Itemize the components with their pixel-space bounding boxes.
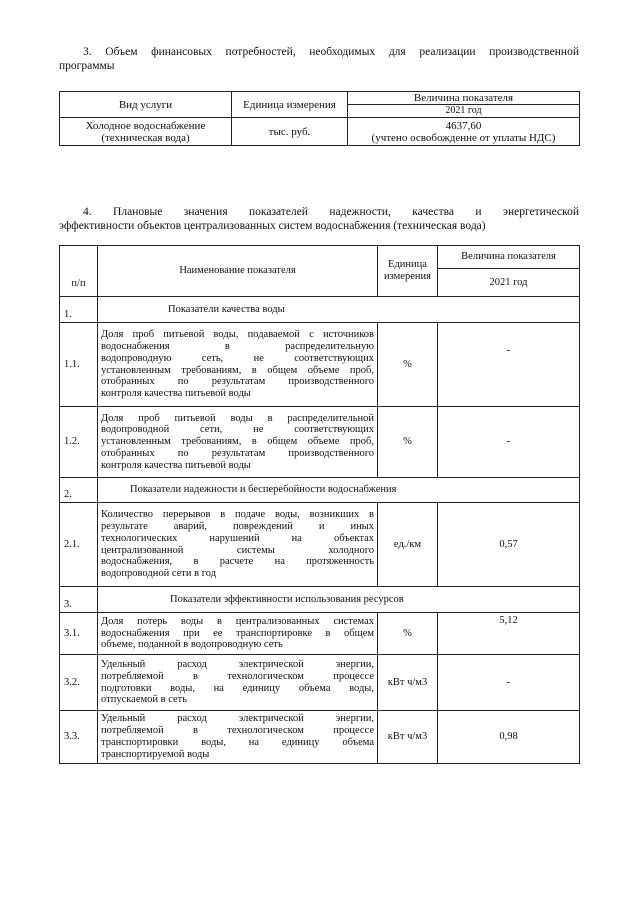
row-description [98, 655, 378, 711]
table-section-row [60, 297, 580, 323]
desc-line: водоснабжения при ее транспортировке в общем [101, 627, 374, 639]
row-unit: ед./км [378, 503, 438, 587]
desc-line: Доля проб питьевой воды в распределительной [101, 412, 374, 424]
row-unit: кВт ч/м3 [378, 711, 438, 764]
table-row [60, 503, 580, 587]
section-3-heading-line2: программы [59, 60, 115, 72]
row-number: 1.2. [60, 407, 98, 478]
t2-header-name: Наименование показателя [98, 246, 378, 297]
row-description [98, 407, 378, 478]
t1-service-line1: Холодное водоснабжение [85, 119, 206, 132]
t2-header-unit-line2: измерения [384, 271, 431, 282]
desc-line: технологических нарушений на объектах [101, 532, 374, 544]
table-section-row [60, 587, 580, 613]
section-3-heading [59, 45, 579, 73]
desc-line: Доля проб питьевой воды, подаваемой с источников [101, 329, 374, 341]
section-4-heading [59, 205, 579, 233]
desc-line: потребляемой в технологическом процессе [101, 670, 374, 682]
t2-header-unit [378, 246, 438, 297]
desc-line: водоснабжения, в расчете на протяженность [101, 556, 374, 568]
desc-line: отобранных по результатам производственного [101, 376, 374, 388]
row-description [98, 503, 378, 587]
desc-line: контроля качества питьевой воды [101, 388, 251, 400]
section-number: 3. [60, 587, 98, 613]
section-title: Показатели эффективности использования ресурсов [98, 587, 580, 613]
reliability-indicators-table [59, 245, 580, 764]
row-description [98, 613, 378, 655]
row-value: - [438, 407, 580, 478]
section-number: 1. [60, 297, 98, 323]
desc-line: Удельный расход электрической энергии, [101, 658, 374, 670]
row-unit: % [378, 613, 438, 655]
desc-line: контроля качества питьевой воды [101, 459, 251, 471]
desc-line: водопроводной сети в год [101, 568, 217, 580]
table-row [60, 407, 580, 478]
row-unit: кВт ч/м3 [378, 655, 438, 711]
t1-header-year: 2021 год [348, 105, 580, 118]
desc-line: водопроводную сеть, не соответствующих [101, 352, 374, 364]
table-row [60, 711, 580, 764]
desc-line: транспортировки воды, на единицу объема [101, 737, 374, 748]
section-3-heading-line1: 3. Объем финансовых потребностей, необходимых для реализации производственной [83, 46, 579, 58]
t1-unit-cell: тыс. руб. [232, 118, 348, 146]
t1-service-line2: (техническая вода) [101, 131, 190, 144]
desc-line: Удельный расход электрической энергии, [101, 713, 374, 725]
row-number: 2.1. [60, 503, 98, 587]
t1-value-cell [348, 118, 580, 146]
t1-header-value: Величина показателя [348, 92, 580, 105]
t2-header-unit-line1: Единица [388, 259, 427, 271]
desc-line: объеме, поданной в водопроводную сеть [101, 639, 283, 651]
section-title: Показатели качества воды [98, 297, 580, 323]
desc-line: результате аварий, повреждений и иных [101, 520, 374, 532]
row-unit: % [378, 407, 438, 478]
desc-line: подготовки воды, на единицу объема воды, [101, 682, 374, 694]
row-value: - [438, 655, 580, 711]
section-number: 2. [60, 478, 98, 503]
desc-line: Доля потерь воды в централизованных системах [101, 615, 374, 627]
desc-line: водопроводной сети, не соответствующих [101, 424, 374, 436]
section-title: Показатели надежности и бесперебойности водоснабжения [98, 478, 580, 503]
row-value: 0,57 [438, 503, 580, 587]
t1-service-cell [60, 118, 232, 146]
section-4-heading-line1: 4. Плановые значения показателей надежности, качества и энергетической [83, 206, 579, 218]
table-row [60, 655, 580, 711]
table-row [60, 613, 580, 655]
desc-line: водоснабжения в распределительную [101, 340, 374, 352]
row-value: - [438, 323, 580, 407]
table-row [60, 323, 580, 407]
t2-header-year: 2021 год [438, 269, 580, 297]
desc-line: централизованной системы холодного [101, 544, 374, 556]
row-number: 3.3. [60, 711, 98, 764]
desc-line: Количество перерывов в подаче воды, возникших в [101, 509, 374, 521]
desc-line: отобранных по результатам производственного [101, 447, 374, 459]
desc-line: установленным требованиям, в общем объеме проб, [101, 436, 374, 448]
t1-value-note: (учтено освобожденне от уплаты НДС) [371, 131, 556, 144]
row-description [98, 323, 378, 407]
t1-value: 4637,60 [445, 119, 482, 132]
t1-header-service: Вид услуги [60, 92, 232, 118]
desc-line: потребляемой в технологическом процессе [101, 725, 374, 737]
t1-header-unit: Единица измерения [232, 92, 348, 118]
row-number: 1.1. [60, 323, 98, 407]
t2-header-value: Величина показателя [438, 246, 580, 269]
row-value: 5,12 [438, 613, 580, 655]
t2-header-num: п/п [60, 246, 98, 297]
desc-line: отпускаемой в сеть [101, 694, 188, 706]
row-number: 3.2. [60, 655, 98, 711]
row-number: 3.1. [60, 613, 98, 655]
table-section-row [60, 478, 580, 503]
row-description [98, 711, 378, 764]
desc-line: установленным требованиям, в общем объеме проб, [101, 364, 374, 376]
financial-needs-table [59, 91, 580, 146]
row-value: 0,98 [438, 711, 580, 764]
section-4-heading-line2: эффективности объектов централизованных систем водоснабжения (техническая вода) [59, 220, 486, 232]
desc-line: транспортируемой воды [101, 748, 210, 760]
row-unit: % [378, 323, 438, 407]
